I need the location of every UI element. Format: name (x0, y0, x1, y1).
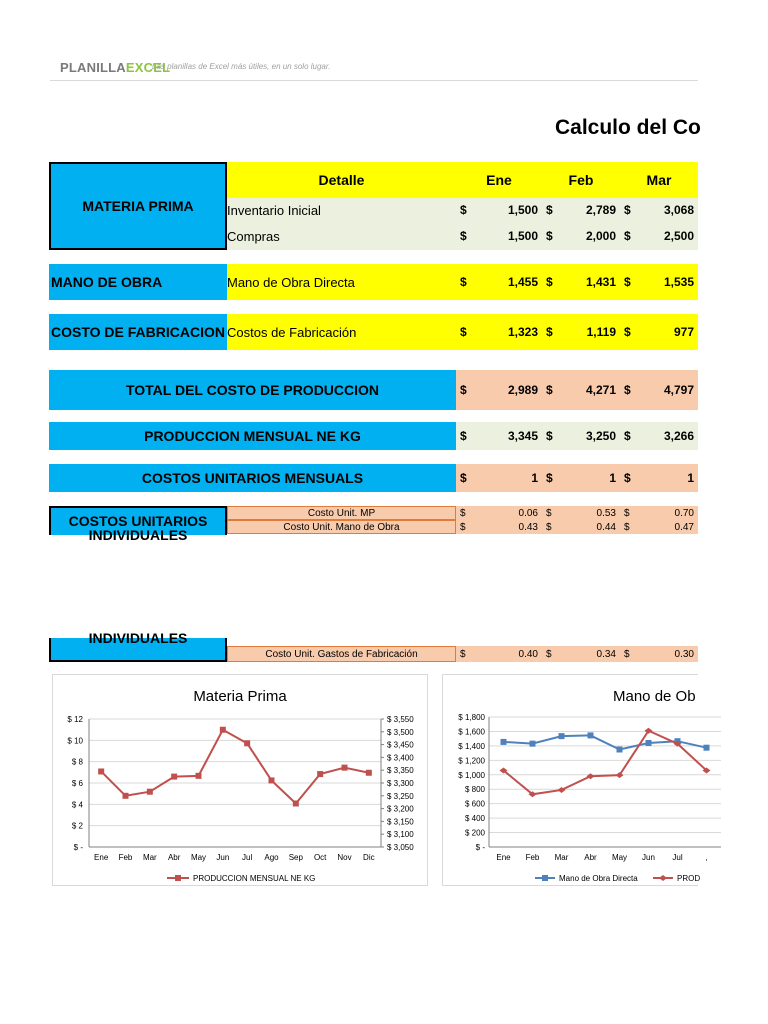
brand-part2: EXCEL (125, 60, 171, 75)
chart-mano-obra-svg (443, 675, 743, 885)
data-point (293, 800, 299, 806)
left-axis-tick-label: $ 8 (71, 757, 83, 767)
mp-row-1-dollar-ene: $ (456, 198, 476, 222)
produccion-dollar-mar: $ (620, 422, 640, 450)
x-axis-tick-label: Dic (363, 853, 375, 862)
right-axis-tick-label: $ 3,400 (387, 753, 414, 763)
header-month-feb: Feb (542, 162, 620, 198)
x-axis-tick-label: Abr (167, 853, 181, 862)
costo-fab-dollar-ene: $ (456, 314, 476, 350)
data-point (588, 732, 594, 738)
mp-row-2-dollar-feb: $ (542, 222, 562, 250)
left-axis-tick-label: $ 2 (71, 821, 83, 831)
produccion-label: PRODUCCION MENSUAL NE KG (49, 422, 456, 450)
costo-fab-value-mar: 977 (640, 314, 698, 350)
ind-row-1-dollar-mar: $ (620, 506, 640, 520)
left-axis-tick-label: $ 200 (464, 828, 485, 838)
ind-row-1-dollar-ene: $ (456, 506, 476, 520)
legend-marker (175, 875, 181, 881)
materia-prima-label-text: MATERIA PRIMA (82, 198, 194, 214)
legend-marker (542, 875, 548, 881)
x-axis-tick-label: Sep (288, 853, 303, 862)
left-axis-tick-label: $ 1,400 (458, 741, 485, 751)
mp-row-1-label: Inventario Inicial (227, 198, 456, 222)
mp-row-2-value-ene: 1,500 (476, 222, 542, 250)
ind-row-1-value-mar: 0.70 (640, 506, 698, 520)
total-label: TOTAL DEL COSTO DE PRODUCCION (49, 370, 456, 410)
total-value-feb: 4,271 (562, 370, 620, 410)
left-axis-tick-label: $ 4 (71, 800, 83, 810)
mano-obra-value-mar: 1,535 (640, 264, 698, 300)
data-point (704, 745, 710, 751)
ind-row-2-value-ene: 0.43 (476, 520, 542, 534)
produccion-value-mar: 3,266 (640, 422, 698, 450)
data-point (98, 768, 104, 774)
right-axis-tick-label: $ 3,300 (387, 779, 414, 788)
mp-row-2-dollar-mar: $ (620, 222, 640, 250)
x-axis-tick-label: Ene (94, 853, 109, 862)
data-point (559, 733, 565, 739)
data-point (646, 740, 652, 746)
x-axis-tick-label: Mar (554, 853, 569, 862)
x-axis-tick-label: Jun (642, 853, 655, 862)
x-axis-tick-label: May (190, 853, 207, 862)
ind-row-3-value-mar: 0.30 (640, 646, 698, 662)
data-point (147, 789, 153, 795)
individuales-label-top-text: COSTOS UNITARIOS (68, 513, 208, 529)
data-point (244, 740, 250, 746)
ind-row-2-dollar-mar: $ (620, 520, 640, 534)
mano-obra-dollar-feb: $ (542, 264, 562, 300)
produccion-value-ene: 3,345 (476, 422, 542, 450)
x-axis-tick-label: Nov (337, 853, 352, 862)
x-axis-tick-label: , (705, 853, 708, 862)
left-axis-tick-label: $ 600 (464, 799, 485, 809)
right-axis-tick-label: $ 3,250 (387, 791, 414, 801)
chart-title: Materia Prima (193, 688, 287, 705)
costo-fab-detail: Costos de Fabricación (227, 314, 456, 350)
mano-obra-value-feb: 1,431 (562, 264, 620, 300)
chart-materia-prima (52, 674, 428, 886)
total-dollar-mar: $ (620, 370, 640, 410)
individuales-label-bottom-text: INDIVIDUALES (88, 630, 188, 646)
header-detalle: Detalle (227, 162, 456, 198)
brand-tagline: Las planillas de Excel más útiles, en un solo lugar. (152, 62, 331, 71)
produccion-value-feb: 3,250 (562, 422, 620, 450)
mp-row-1-value-ene: 1,500 (476, 198, 542, 222)
unitarios-dollar-ene: $ (456, 464, 476, 492)
left-axis-tick-label: $ 12 (67, 715, 83, 724)
left-axis-tick-label: $ 1,200 (458, 756, 485, 766)
header-month-mar: Mar (620, 162, 698, 198)
mp-row-1-value-mar: 3,068 (640, 198, 698, 222)
legend-label: PROD (677, 874, 701, 883)
ind-row-1-dollar-feb: $ (542, 506, 562, 520)
right-axis-tick-label: $ 3,100 (387, 830, 414, 840)
mp-row-2-value-feb: 2,000 (562, 222, 620, 250)
ind-row-3-dollar-ene: $ (456, 646, 476, 662)
unitarios-value-ene: 1 (476, 464, 542, 492)
costo-fab-dollar-feb: $ (542, 314, 562, 350)
produccion-dollar-ene: $ (456, 422, 476, 450)
ind-row-3-value-ene: 0.40 (476, 646, 542, 662)
x-axis-tick-label: Feb (525, 853, 540, 862)
data-point (501, 739, 507, 745)
left-axis-tick-label: $ 1,600 (458, 727, 485, 737)
mp-row-1-dollar-feb: $ (542, 198, 562, 222)
brand-part1: PLANILLA (60, 60, 126, 75)
left-axis-tick-label: $ 10 (67, 736, 83, 746)
costo-fab-dollar-mar: $ (620, 314, 640, 350)
chart-mano-obra (442, 674, 708, 886)
right-axis-tick-label: $ 3,150 (387, 817, 414, 827)
data-point (617, 747, 623, 753)
ind-row-3-dollar-mar: $ (620, 646, 640, 662)
ind-row-2-value-feb: 0.44 (562, 520, 620, 534)
left-axis-tick-label: $ 800 (464, 785, 485, 795)
unitarios-dollar-mar: $ (620, 464, 640, 492)
x-axis-tick-label: Jul (242, 853, 253, 862)
ind-row-2-value-mar: 0.47 (640, 520, 698, 534)
data-point (317, 771, 323, 777)
ind-row-1-value-ene: 0.06 (476, 506, 542, 520)
right-axis-tick-label: $ 3,200 (387, 804, 414, 814)
legend-label: PRODUCCION MENSUAL NE KG (193, 874, 316, 883)
total-value-mar: 4,797 (640, 370, 698, 410)
x-axis-tick-label: Abr (584, 853, 597, 862)
mp-row-1-value-feb: 2,789 (562, 198, 620, 222)
ind-row-3-label: Costo Unit. Gastos de Fabricación (227, 646, 456, 662)
page-title: Calculo del Co (555, 116, 701, 139)
ind-row-3-value-feb: 0.34 (562, 646, 620, 662)
header-month-ene: Ene (456, 162, 542, 198)
mano-obra-dollar-ene: $ (456, 264, 476, 300)
left-axis-tick-label: $ - (73, 843, 83, 852)
mano-obra-value-ene: 1,455 (476, 264, 542, 300)
mp-row-2-dollar-ene: $ (456, 222, 476, 250)
materia-prima-label (49, 162, 227, 250)
x-axis-tick-label: May (611, 853, 628, 862)
legend-marker (659, 875, 667, 881)
total-dollar-ene: $ (456, 370, 476, 410)
costo-fab-label: COSTO DE FABRICACION (49, 314, 227, 350)
data-point (123, 793, 129, 799)
right-axis-tick-label: $ 3,350 (387, 766, 414, 776)
ind-row-2-label: Costo Unit. Mano de Obra (227, 520, 456, 534)
header-divider (50, 80, 698, 81)
ind-row-3-dollar-feb: $ (542, 646, 562, 662)
mp-row-2-value-mar: 2,500 (640, 222, 698, 250)
data-point (196, 773, 202, 779)
left-axis-tick-label: $ 6 (71, 779, 83, 788)
left-axis-tick-label: $ 1,000 (458, 770, 485, 780)
left-axis-tick-label: $ - (475, 843, 485, 852)
x-axis-tick-label: Feb (118, 853, 133, 862)
data-point (616, 772, 624, 778)
ind-row-2-dollar-ene: $ (456, 520, 476, 534)
individuales-label-cut-text: INDIVIDUALES (88, 527, 188, 543)
x-axis-tick-label: Jul (672, 853, 683, 862)
x-axis-tick-label: Mar (142, 853, 157, 862)
ind-row-1-value-feb: 0.53 (562, 506, 620, 520)
x-axis-tick-label: Oct (313, 853, 327, 862)
data-point (530, 741, 536, 747)
mp-row-1-dollar-mar: $ (620, 198, 640, 222)
produccion-dollar-feb: $ (542, 422, 562, 450)
x-axis-tick-label: Jun (216, 853, 230, 862)
data-point (366, 770, 372, 776)
individuales-label-bottom (49, 630, 227, 662)
costo-fab-value-ene: 1,323 (476, 314, 542, 350)
chart-title: Mano de Ob (613, 688, 696, 705)
legend-label: Mano de Obra Directa (559, 874, 638, 883)
left-axis-tick-label: $ 400 (464, 814, 485, 824)
chart-materia-prima-svg (53, 675, 427, 885)
data-point (220, 727, 226, 733)
x-axis-tick-label: Ago (264, 853, 279, 862)
unitarios-dollar-feb: $ (542, 464, 562, 492)
unitarios-value-mar: 1 (640, 464, 698, 492)
mp-row-2-label: Compras (227, 222, 456, 250)
ind-row-2-dollar-feb: $ (542, 520, 562, 534)
total-dollar-feb: $ (542, 370, 562, 410)
mano-obra-dollar-mar: $ (620, 264, 640, 300)
right-axis-tick-label: $ 3,050 (387, 843, 414, 852)
individuales-label-top (49, 506, 227, 543)
costo-fab-value-feb: 1,119 (562, 314, 620, 350)
right-axis-tick-label: $ 3,500 (387, 727, 414, 737)
x-axis-tick-label: Ene (496, 853, 511, 862)
ind-row-1-label: Costo Unit. MP (227, 506, 456, 520)
unitarios-value-feb: 1 (562, 464, 620, 492)
unitarios-label: COSTOS UNITARIOS MENSUALS (49, 464, 456, 492)
data-point (171, 774, 177, 780)
mano-obra-label: MANO DE OBRA (49, 264, 227, 300)
right-axis-tick-label: $ 3,550 (387, 715, 414, 724)
mano-obra-detail: Mano de Obra Directa (227, 264, 456, 300)
data-point (342, 765, 348, 771)
total-value-ene: 2,989 (476, 370, 542, 410)
left-axis-tick-label: $ 1,800 (458, 713, 485, 722)
data-point (269, 777, 275, 783)
right-axis-tick-label: $ 3,450 (387, 740, 414, 750)
